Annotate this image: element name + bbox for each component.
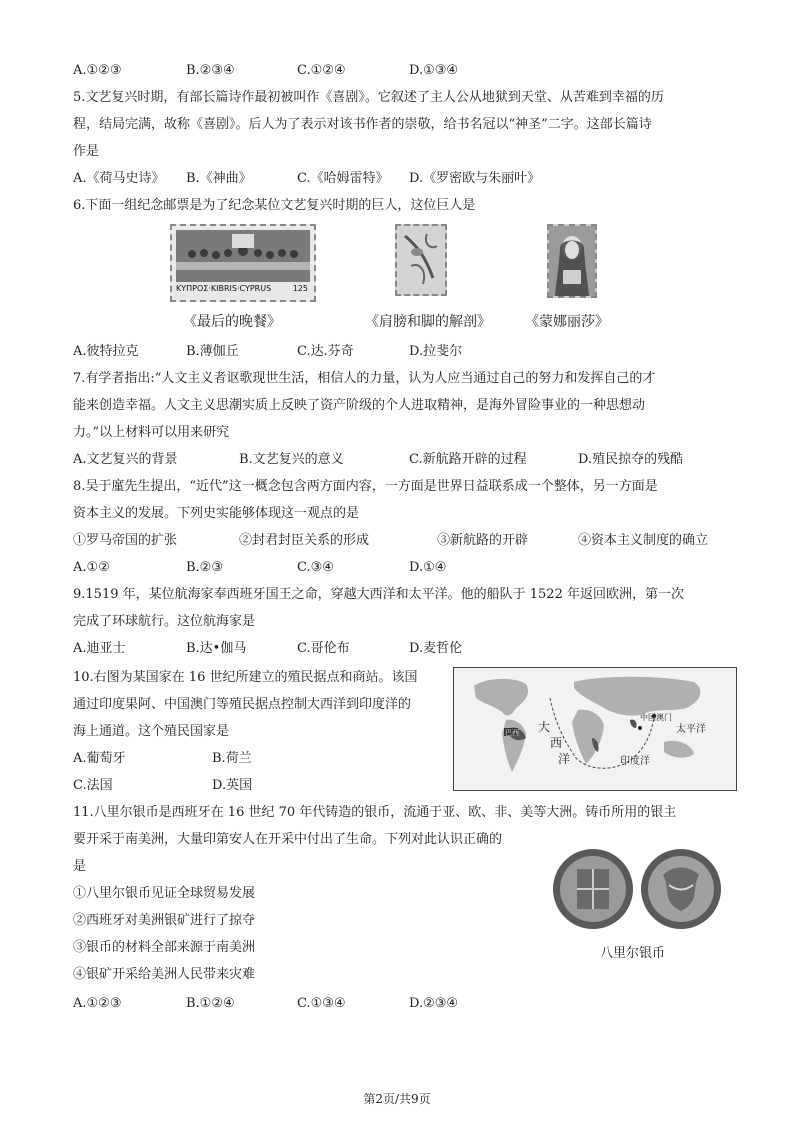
last-supper-stamp xyxy=(170,224,316,302)
q9-option-b: B.达•伽马 xyxy=(186,641,247,656)
q11-item-2: ②西班牙对美洲银矿进行了掠夺 xyxy=(73,913,256,928)
q6-option-b: B.薄伽丘 xyxy=(186,344,239,359)
map-label-macau: 中国澳门 xyxy=(640,713,672,722)
q4-option-d: D.①③④ xyxy=(409,63,459,78)
map-label-da: 大 xyxy=(538,720,551,734)
q7-stem-line-2: 能来创造幸福。人文主义思潮实质上反映了资产阶级的个人进取精神，是海外冒险事业的一种思想动 xyxy=(73,398,646,413)
q10-option-d: D.英国 xyxy=(212,778,253,793)
q10-stem-line-1: 10.右图为某国家在 16 世纪所建立的殖民据点和商站。该国 xyxy=(73,670,418,685)
q8-item-2: ②封君封臣关系的形成 xyxy=(239,533,370,548)
q11-option-c: C.①③④ xyxy=(297,996,346,1011)
q4-option-c: C.①②④ xyxy=(297,63,346,78)
q10-option-a: A.葡萄牙 xyxy=(73,751,126,766)
q8-option-b: B.②③ xyxy=(186,560,223,575)
q11-option-d: D.②③④ xyxy=(409,996,459,1011)
q7-option-b: B.文艺复兴的意义 xyxy=(239,452,344,467)
page-number: 第2页/共9页 xyxy=(363,1092,431,1106)
q9-option-c: C.哥伦布 xyxy=(297,641,350,656)
q5-option-b: B.《神曲》 xyxy=(186,171,252,186)
q7-option-c: C.新航路开辟的过程 xyxy=(409,452,527,467)
q4-option-a: A.①②③ xyxy=(73,63,122,78)
coin-caption: 八里尔银币 xyxy=(600,946,666,961)
anatomy-stamp xyxy=(395,224,447,296)
q7-stem-line-3: 力。”以上材料可以用来研究 xyxy=(73,425,230,440)
q9-option-d: D.麦哲伦 xyxy=(409,641,463,656)
q5-stem-line-1: 5.文艺复兴时期，有部长篇诗作最初被叫作《喜剧》。它叙述了主人公从地狱到天堂、从苦难到幸福的历 xyxy=(73,90,664,105)
map-label-indian: 印度洋 xyxy=(620,756,650,767)
q7-option-d: D.殖民掠夺的残酷 xyxy=(578,452,684,467)
q9-stem-line-1: 9.1519 年，某位航海家奉西班牙国王之命，穿越大西洋和太平洋。他的船队于 1522 年返回欧洲，第一次 xyxy=(73,587,684,602)
map-label-brazil: 巴西 xyxy=(505,729,519,737)
q5-option-d: D.《罗密欧与朱丽叶》 xyxy=(409,171,541,186)
q11-stem-line-1: 11.八里尔银币是西班牙在 16 世纪 70 年代铸造的银币，流通于亚、欧、非、美等大洲。铸币所用的银主 xyxy=(73,805,677,820)
q8-option-c: C.③④ xyxy=(297,560,334,575)
map-label-yang: 洋 xyxy=(558,752,571,766)
q4-option-b: B.②③④ xyxy=(186,63,235,78)
q9-stem-line-2: 完成了环球航行。这位航海家是 xyxy=(73,614,256,629)
q6-option-a: A.彼特拉克 xyxy=(73,344,139,359)
q11-item-1: ①八里尔银币见证全球贸易发展 xyxy=(73,886,256,901)
map-label-xi: 西 xyxy=(550,736,563,750)
stamp-value: 125 xyxy=(292,284,308,293)
stamp-country-text: ΚΥΠΡΟΣ·KIBRIS·CYPRUS xyxy=(176,284,272,293)
q8-item-4: ④资本主义制度的确立 xyxy=(578,533,709,548)
mona-lisa-portrait xyxy=(549,226,595,296)
q8-option-a: A.①② xyxy=(73,560,110,575)
q7-option-a: A.文艺复兴的背景 xyxy=(73,452,178,467)
map-label-pacific: 太平洋 xyxy=(676,724,706,735)
q10-option-c: C.法国 xyxy=(73,778,113,793)
q5-stem-line-3: 作是 xyxy=(73,144,100,159)
mona-lisa-stamp xyxy=(547,224,597,298)
q11-stem-line-2: 要开采于南美洲，大量印第安人在开采中付出了生命。下列对此认识正确的 xyxy=(73,832,503,847)
caption-anatomy: 《肩膀和脚的解剖》 xyxy=(365,314,491,330)
q11-item-4: ④银矿开采给美洲人民带来灾难 xyxy=(73,967,256,982)
q10-stem-line-3: 海上通道。这个殖民国家是 xyxy=(73,724,230,739)
caption-last-supper: 《最后的晚餐》 xyxy=(183,314,281,330)
q5-stem-line-2: 程，结局完满，故称《喜剧》。后人为了表示对该书作者的崇敬，给书名冠以“神圣”二字。这部长篇诗 xyxy=(73,117,652,132)
q11-option-a: A.①②③ xyxy=(73,996,122,1011)
reales-coins xyxy=(551,845,723,933)
q5-option-c: C.《哈姆雷特》 xyxy=(297,171,389,186)
q11-option-b: B.①②④ xyxy=(186,996,235,1011)
q5-option-a: A.《荷马史诗》 xyxy=(73,171,165,186)
q6-option-d: D.拉斐尔 xyxy=(409,344,463,359)
q7-stem-line-1: 7.有学者指出:“人文主义者讴歌现世生活，相信人的力量，认为人应当通过自己的努力和发挥自己的才 xyxy=(73,371,656,386)
caption-mona-lisa: 《蒙娜丽莎》 xyxy=(525,314,609,330)
q9-option-a: A.迪亚士 xyxy=(73,641,126,656)
q8-item-3: ③新航路的开辟 xyxy=(437,533,529,548)
silver-coin-illustration xyxy=(551,845,723,933)
q8-item-1: ①罗马帝国的扩张 xyxy=(73,533,178,548)
q8-stem-line-1: 8.吴于廑先生提出，“近代”这一概念包含两方面内容，一方面是世界日益联系成一个整体，另一方面是 xyxy=(73,479,658,494)
q11-item-3: ③银币的材料全部来源于南美洲 xyxy=(73,940,256,955)
q11-stem-line-3: 是 xyxy=(73,859,87,874)
q8-stem-line-2: 资本主义的发展。下列史实能够体现这一观点的是 xyxy=(73,506,360,521)
q6-stem: 6.下面一组纪念邮票是为了纪念某位文艺复兴时期的巨人，这位巨人是 xyxy=(73,198,476,213)
anatomy-sketch-illustration xyxy=(397,226,445,294)
q8-option-d: D.①④ xyxy=(409,560,447,575)
colonial-map xyxy=(453,667,737,791)
q6-option-c: C.达.芬奇 xyxy=(297,344,354,359)
q10-stem-line-2: 通过印度果阿、中国澳门等殖民据点控制大西洋到印度洋的 xyxy=(73,697,412,712)
q10-option-b: B.荷兰 xyxy=(212,751,252,766)
